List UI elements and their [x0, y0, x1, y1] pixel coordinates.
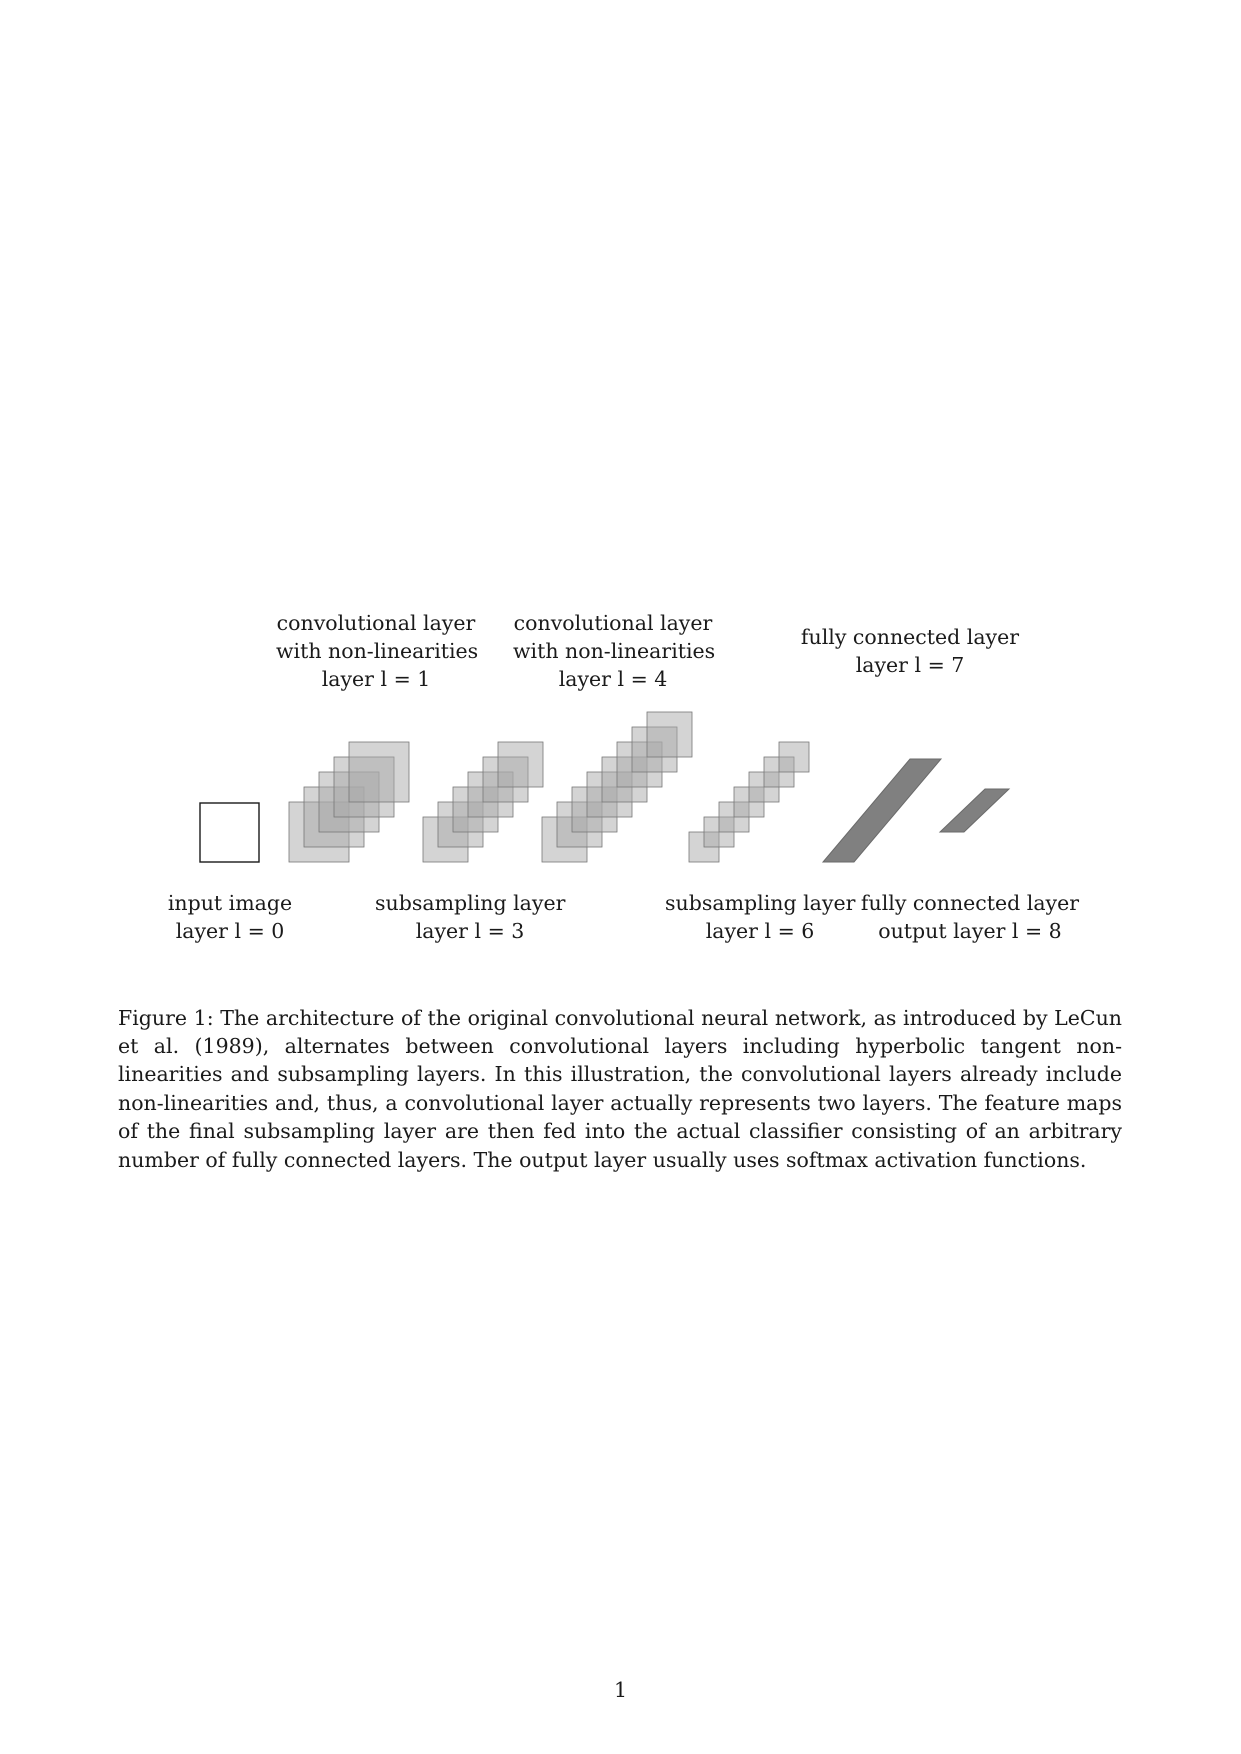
- conv-layer-4-feature-map: [542, 817, 587, 862]
- label-line: with non-linearities: [513, 639, 716, 663]
- conv-layer-1-feature-map: [334, 757, 394, 817]
- subsampling-layer-3-feature-map: [453, 787, 498, 832]
- subsampling-layer-3-feature-map: [483, 757, 528, 802]
- subsampling-layer-6-feature-map: [764, 757, 794, 787]
- conv-layer-4-feature-map: [632, 727, 677, 772]
- label-line: layer l = 0: [175, 919, 285, 943]
- subsampling-layer-6-feature-map: [689, 832, 719, 862]
- conv-layer-4-feature-map: [617, 742, 662, 787]
- label-conv-layer-4: [513, 609, 716, 693]
- conv-layer-4-feature-map: [647, 712, 692, 757]
- conv-layer-4-feature-map: [557, 802, 602, 847]
- label-line: input image: [167, 891, 293, 915]
- label-line: layer l = 3: [415, 919, 525, 943]
- label-line: convolutional layer: [513, 611, 713, 635]
- conv-layer-4-feature-map: [587, 772, 632, 817]
- subsampling-layer-6-feature-map: [734, 787, 764, 817]
- label-line: layer l = 4: [558, 667, 668, 691]
- conv-layer-1-feature-map: [304, 787, 364, 847]
- conv-layer-4-feature-map: [602, 757, 647, 802]
- conv-layer-1-feature-map: [289, 802, 349, 862]
- label-input-image: [150, 889, 310, 945]
- label-line: fully connected layer: [800, 625, 1020, 649]
- subsampling-layer-3-feature-map: [423, 817, 468, 862]
- conv-layer-1-feature-map: [349, 742, 409, 802]
- feature-map-stacks: [289, 712, 809, 862]
- label-line: layer l = 1: [321, 667, 431, 691]
- subsampling-layer-3-feature-map: [468, 772, 513, 817]
- subsampling-layer-3-feature-map: [438, 802, 483, 847]
- label-line: convolutional layer: [276, 611, 476, 635]
- label-line: fully connected layer: [860, 891, 1080, 915]
- subsampling-layer-3-feature-map: [498, 742, 543, 787]
- subsampling-layer-6-feature-map: [719, 802, 749, 832]
- label-line: subsampling layer: [665, 891, 856, 915]
- label-line: layer l = 7: [855, 653, 965, 677]
- label-conv-layer-1: [276, 609, 479, 693]
- subsampling-layer-6-feature-map: [779, 742, 809, 772]
- label-line: layer l = 6: [705, 919, 815, 943]
- subsampling-layer-6-feature-map: [749, 772, 779, 802]
- label-line: subsampling layer: [375, 891, 566, 915]
- label-subsampling-6: [665, 889, 855, 945]
- conv-layer-4-feature-map: [572, 787, 617, 832]
- input-image-box: [200, 803, 259, 862]
- label-fully-connected-7: [800, 623, 1020, 679]
- label-fully-connected-8: [860, 889, 1080, 945]
- page-number: 1: [613, 1678, 628, 1702]
- label-line: output layer l = 8: [878, 919, 1062, 943]
- fully-connected-output-layer-8: [940, 789, 1009, 832]
- figure-caption: Figure 1: The architecture of the original convolutional neural network, as introduced by LeCun et al. (1989), alternates between convolutional layers including hyperbolic tangent non-linearities and subsampling layers. In this illustration, the convolutional layers already include non-linearities and, thus, a convolutional layer actually represents two layers. The feature maps of the final subsampling layer are then fed into the actual classifier consisting of an arbitrary number of fully connected layers. The output layer usually uses softmax activation functions.: [118, 1005, 1122, 1172]
- label-subsampling-3: [375, 889, 565, 945]
- fully-connected-layer-7: [823, 759, 941, 862]
- subsampling-layer-6-feature-map: [704, 817, 734, 847]
- conv-layer-1-feature-map: [319, 772, 379, 832]
- label-line: with non-linearities: [276, 639, 479, 663]
